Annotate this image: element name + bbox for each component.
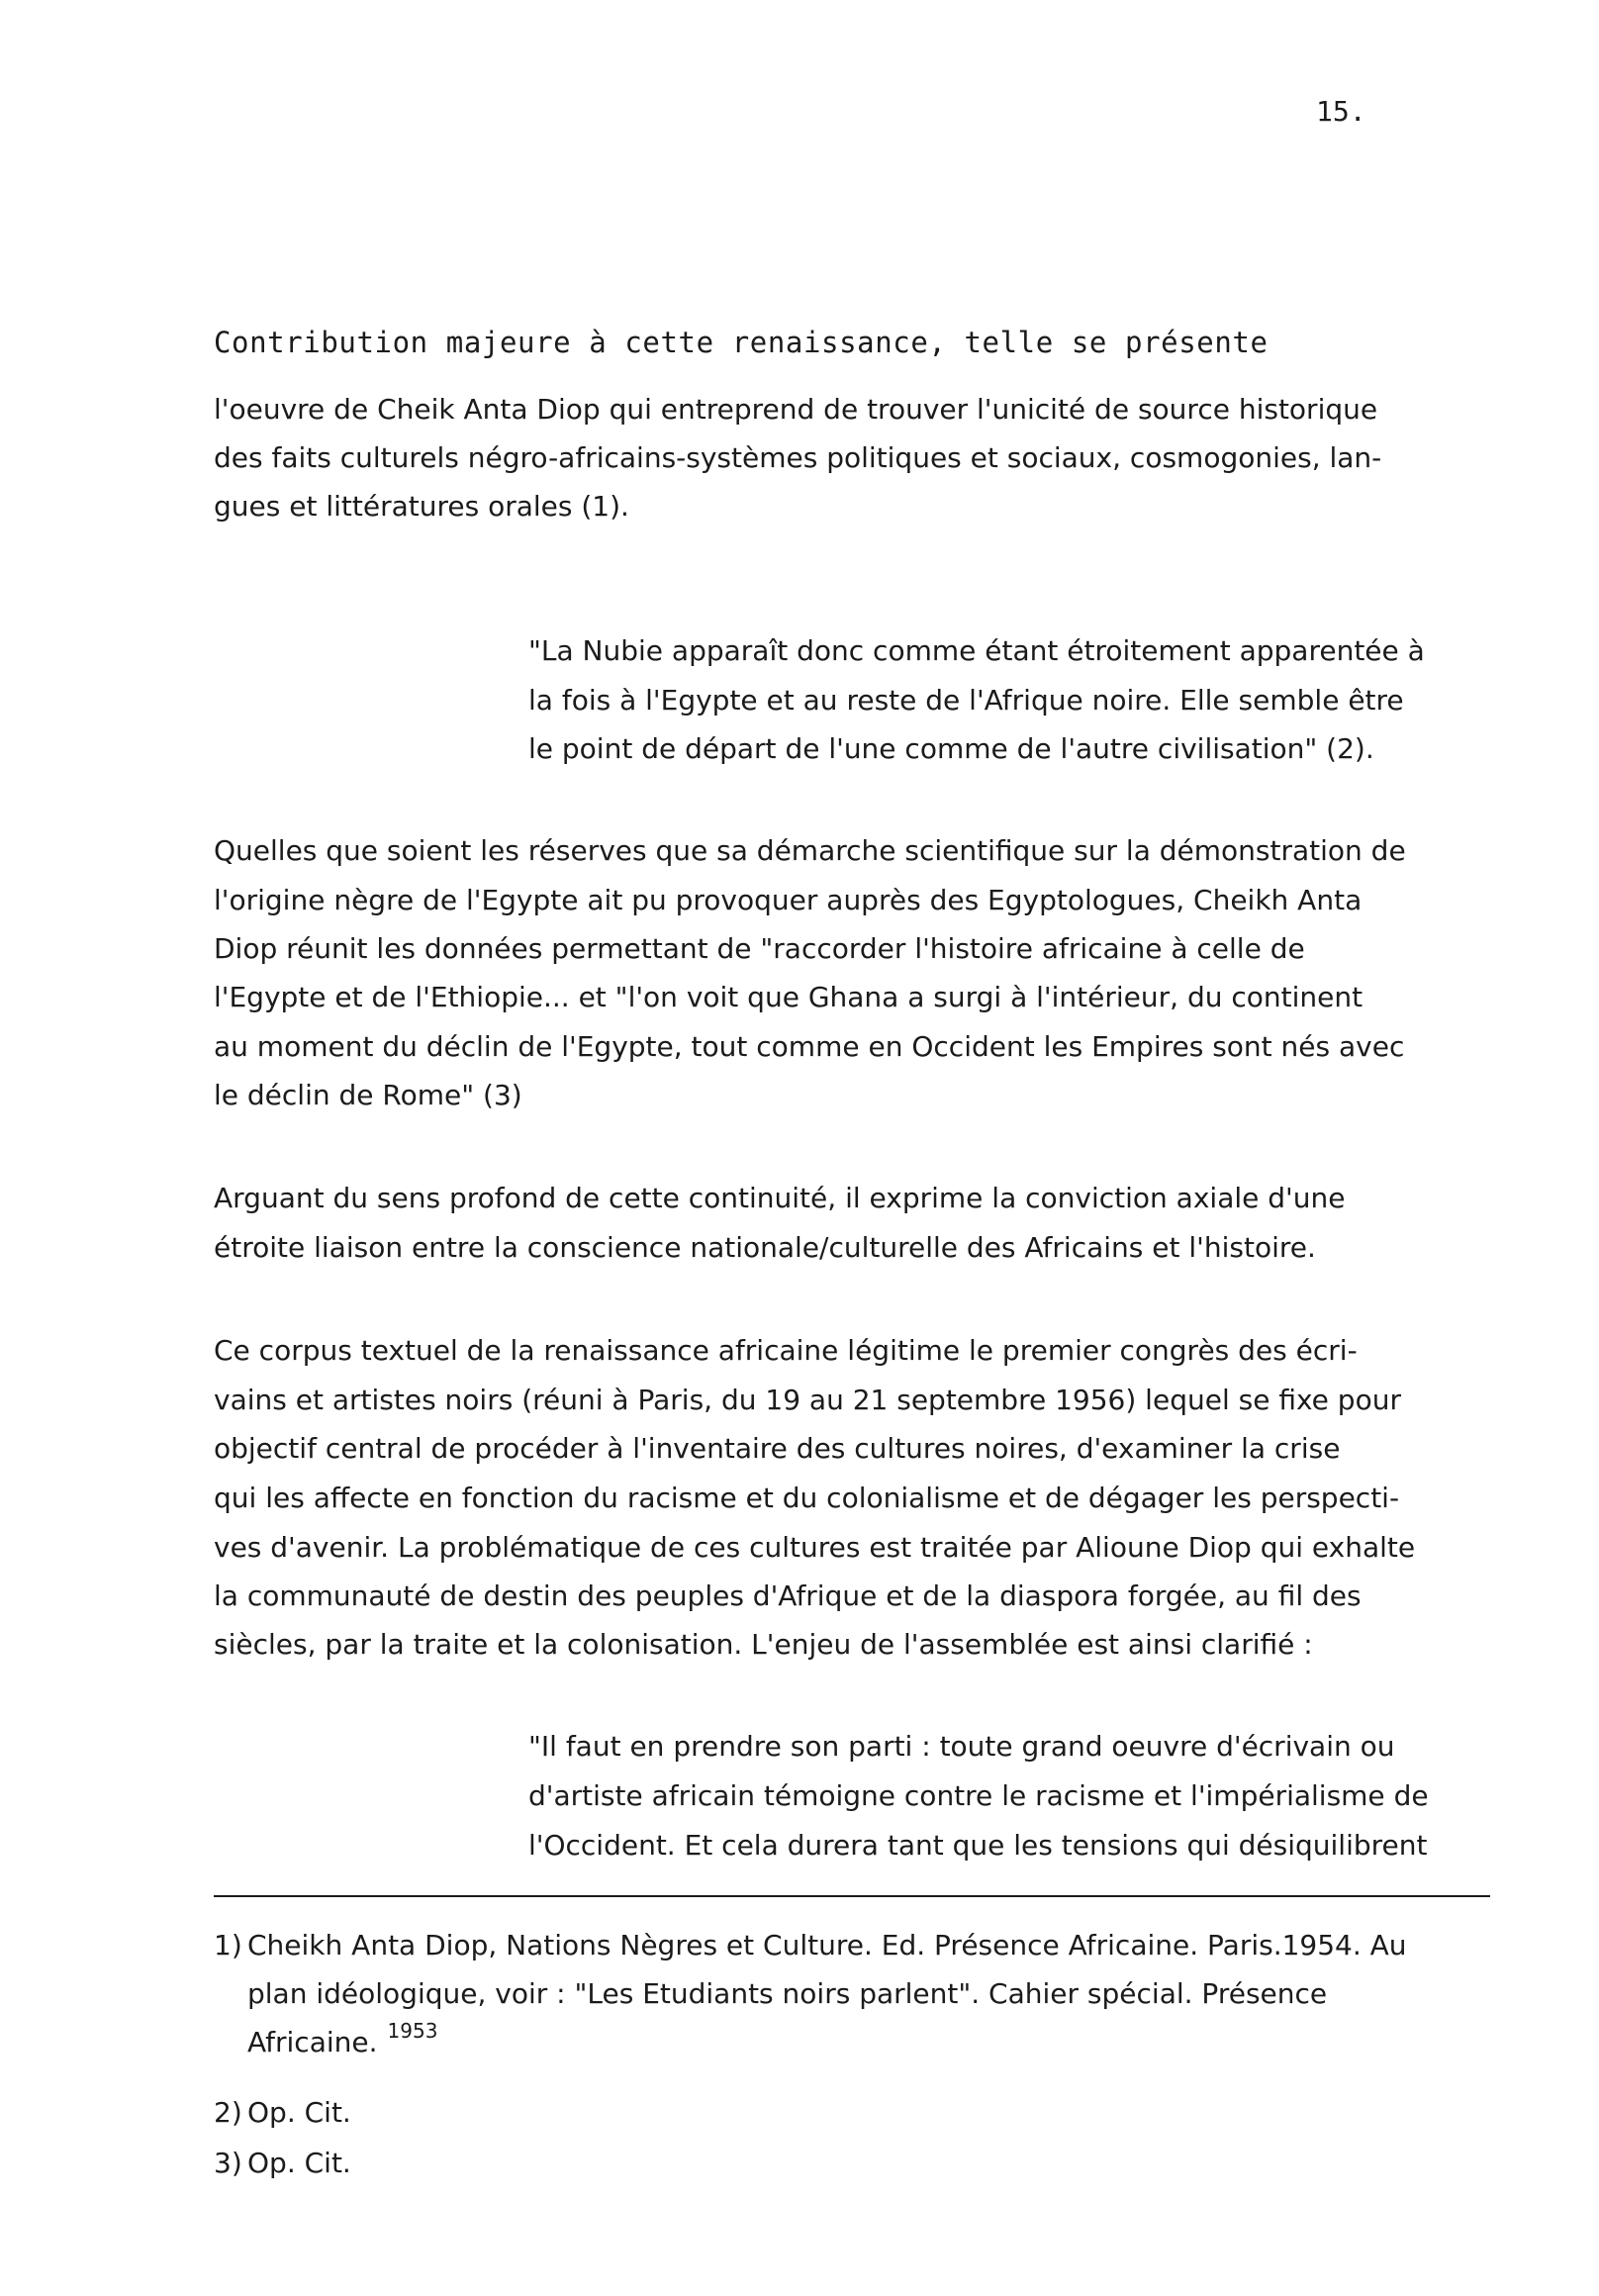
paragraph-line: au moment du déclin de l'Egypte, tout comme en Occident les Empires sont nés avec xyxy=(214,1030,1405,1063)
paragraph-line: objectif central de procéder à l'inventaire des cultures noires, d'examiner la crise xyxy=(214,1432,1341,1465)
paragraph-line: vains et artistes noirs (réuni à Paris, du 19 au 21 septembre 1956) lequel se fixe pour xyxy=(214,1384,1401,1416)
paragraph-line: siècles, par la traite et la colonisation. L'enjeu de l'assemblée est ainsi clarifié : xyxy=(214,1628,1313,1661)
paragraph-line: Quelles que soient les réserves que sa démarche scientifique sur la démonstration de xyxy=(214,834,1406,867)
quote-line: "Il faut en prendre son parti : toute grand oeuvre d'écrivain ou xyxy=(528,1730,1395,1763)
quote-line: l'Occident. Et cela durera tant que les tensions qui désiquilibrent xyxy=(528,1829,1428,1862)
footnote-year: 1953 xyxy=(387,2019,438,2043)
paragraph-line: étroite liaison entre la conscience nationale/culturelle des Africains et l'histoire. xyxy=(214,1231,1316,1264)
paragraph-line: Contribution majeure à cette renaissance, telle se présente xyxy=(214,326,1269,359)
page-number: 15. xyxy=(1316,95,1366,128)
footnote-number: 3) xyxy=(214,2147,242,2179)
footnote-text: Africaine. xyxy=(247,2026,378,2058)
paragraph-line: la communauté de destin des peuples d'Afrique et de la diaspora forgée, au fil des xyxy=(214,1579,1362,1612)
footnote-number: 1) xyxy=(214,1929,242,1961)
paragraph-line: Diop réunit les données permettant de "raccorder l'histoire africaine à celle de xyxy=(214,932,1305,965)
paragraph-line: l'origine nègre de l'Egypte ait pu provoquer auprès des Egyptologues, Cheikh Anta xyxy=(214,884,1363,916)
quote-line: le point de départ de l'une comme de l'autre civilisation" (2). xyxy=(528,732,1374,765)
paragraph-line: Ce corpus textuel de la renaissance africaine légitime le premier congrès des écri- xyxy=(214,1334,1358,1367)
footnote-number: 2) xyxy=(214,2096,242,2129)
paragraph-line: l'Egypte et de l'Ethiopie... et "l'on voit que Ghana a surgi à l'intérieur, du continent xyxy=(214,981,1364,1013)
footnote-separator xyxy=(214,1895,1490,1897)
paragraph-line: des faits culturels négro-africains-systèmes politiques et sociaux, cosmogonies, lan- xyxy=(214,441,1382,474)
footnote-text: Op. Cit. xyxy=(247,2096,351,2129)
paragraph-line: qui les affecte en fonction du racisme et du colonialisme et de dégager les perspecti- xyxy=(214,1482,1400,1514)
paragraph-line: ves d'avenir. La problématique de ces cultures est traitée par Alioune Diop qui exhalte xyxy=(214,1531,1416,1564)
paragraph-line: gues et littératures orales (1). xyxy=(214,490,629,523)
quote-line: d'artiste africain témoigne contre le racisme et l'impérialisme de xyxy=(528,1779,1429,1812)
quote-line: la fois à l'Egypte et au reste de l'Afrique noire. Elle semble être xyxy=(528,684,1404,717)
paragraph-line: Arguant du sens profond de cette continuité, il exprime la conviction axiale d'une xyxy=(214,1182,1346,1214)
paragraph-line: l'oeuvre de Cheik Anta Diop qui entreprend de trouver l'unicité de source historique xyxy=(214,393,1378,426)
quote-line: "La Nubie apparaît donc comme étant étroitement apparentée à xyxy=(528,634,1425,667)
paragraph-line: le déclin de Rome" (3) xyxy=(214,1079,522,1111)
footnote-line-last xyxy=(247,2019,438,2064)
footnote-line: plan idéologique, voir : "Les Etudiants noirs parlent". Cahier spécial. Présence xyxy=(247,1977,1328,2010)
footnote-line: Cheikh Anta Diop, Nations Nègres et Culture. Ed. Présence Africaine. Paris.1954. Au xyxy=(247,1929,1407,1961)
footnote-text: Op. Cit. xyxy=(247,2147,351,2179)
